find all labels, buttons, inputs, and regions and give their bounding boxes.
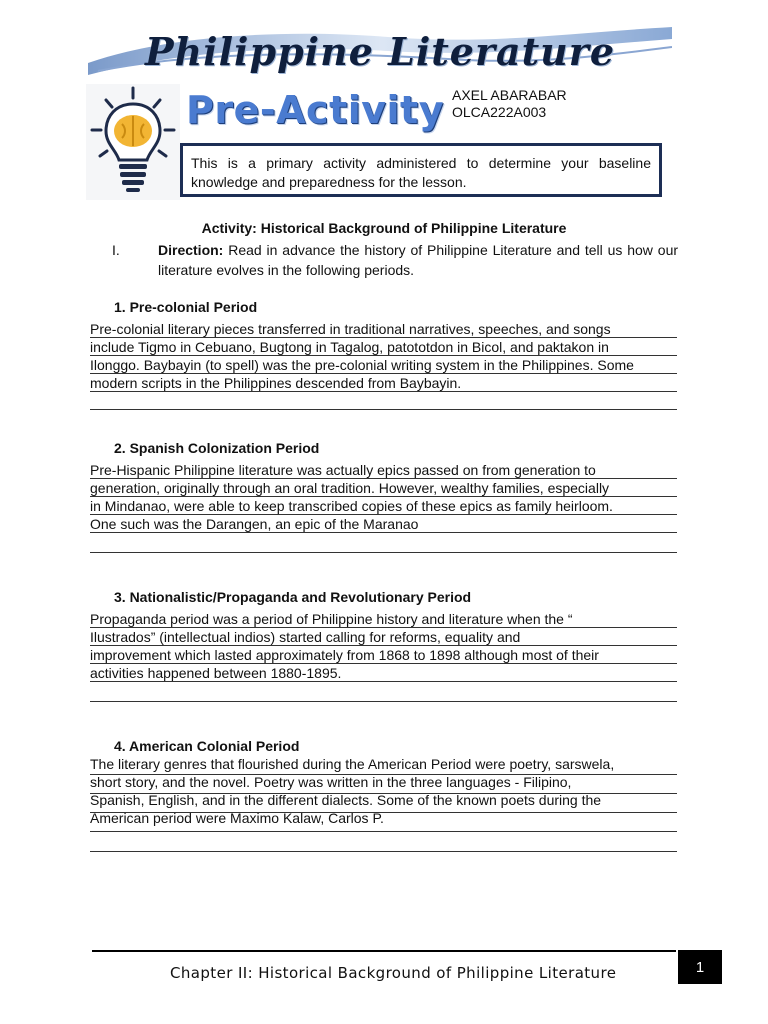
answer-line: Pre-Hispanic Philippine literature was actually epics passed on from generation to bbox=[90, 462, 596, 478]
page-title: Pre-Activity bbox=[186, 88, 444, 132]
answer-area-spanish[interactable] bbox=[90, 461, 677, 557]
intro-box: This is a primary activity administered to determine your baseline knowledge and preparedness for the lesson. bbox=[180, 143, 662, 197]
section-title-spanish: 2. Spanish Colonization Period bbox=[114, 440, 320, 456]
answer-line: Pre-colonial literary pieces transferred in traditional narratives, speeches, and songs bbox=[90, 321, 611, 337]
direction-text: Read in advance the history of Philippine Literature and tell us how our literature evolves in the following periods. bbox=[158, 242, 679, 278]
roman-numeral: I. bbox=[112, 242, 120, 258]
answer-line: Ilustrados” (intellectual indios) started calling for reforms, equality and bbox=[90, 629, 521, 645]
lightbulb-brain-icon bbox=[86, 84, 180, 200]
page-number: 1 bbox=[678, 950, 722, 984]
answer-line: short story, and the novel. Poetry was written in the three languages - Filipino, bbox=[90, 774, 572, 790]
answer-line: improvement which lasted approximately from 1868 to 1898 although most of their bbox=[90, 647, 599, 663]
student-name: AXEL ABARABAR bbox=[452, 87, 567, 103]
footer-chapter: Chapter II: Historical Background of Philippine Literature bbox=[170, 964, 617, 982]
student-info bbox=[452, 87, 567, 121]
answer-line: in Mindanao, were able to keep transcribed copies of these epics as family heirloom. bbox=[90, 498, 613, 514]
answer-line: American period were Maximo Kalaw, Carlos P. bbox=[90, 810, 384, 826]
answer-line: One such was the Darangen, an epic of the Maranao bbox=[90, 516, 419, 532]
answer-line: Ilonggo. Baybayin (to spell) was the pre-colonial writing system in the Philippines. Some bbox=[90, 357, 634, 373]
answer-line: The literary genres that flourished during the American Period were poetry, sarswela, bbox=[90, 756, 615, 772]
section-title-precolonial: 1. Pre-colonial Period bbox=[114, 299, 258, 315]
answer-area-american[interactable] bbox=[90, 755, 677, 855]
answer-line: include Tigmo in Cebuano, Bugtong in Tagalog, patototdon in Bicol, and paktakon in bbox=[90, 339, 609, 355]
banner-title: Philippine Literature bbox=[144, 28, 616, 74]
answer-area-precolonial[interactable] bbox=[90, 320, 677, 420]
activity-title: Activity: Historical Background of Philippine Literature bbox=[201, 220, 567, 236]
answer-line: generation, originally through an oral tradition. However, wealthy families, especially bbox=[90, 480, 610, 496]
answer-area-propaganda[interactable] bbox=[90, 610, 677, 706]
student-id: OLCA222A003 bbox=[452, 104, 547, 120]
direction-label: Direction: bbox=[158, 242, 224, 258]
answer-line: Propaganda period was a period of Philippine history and literature when the “ bbox=[90, 611, 573, 627]
direction-paragraph bbox=[158, 240, 678, 280]
answer-line: activities happened between 1880-1895. bbox=[90, 665, 342, 681]
answer-line: modern scripts in the Philippines descended from Baybayin. bbox=[90, 375, 462, 391]
section-title-propaganda: 3. Nationalistic/Propaganda and Revolutionary Period bbox=[114, 589, 472, 605]
answer-line: Spanish, English, and in the different dialects. Some of the known poets during the bbox=[90, 792, 602, 808]
section-title-american: 4. American Colonial Period bbox=[114, 738, 300, 754]
footer-divider bbox=[92, 950, 676, 952]
header-banner bbox=[88, 25, 672, 77]
